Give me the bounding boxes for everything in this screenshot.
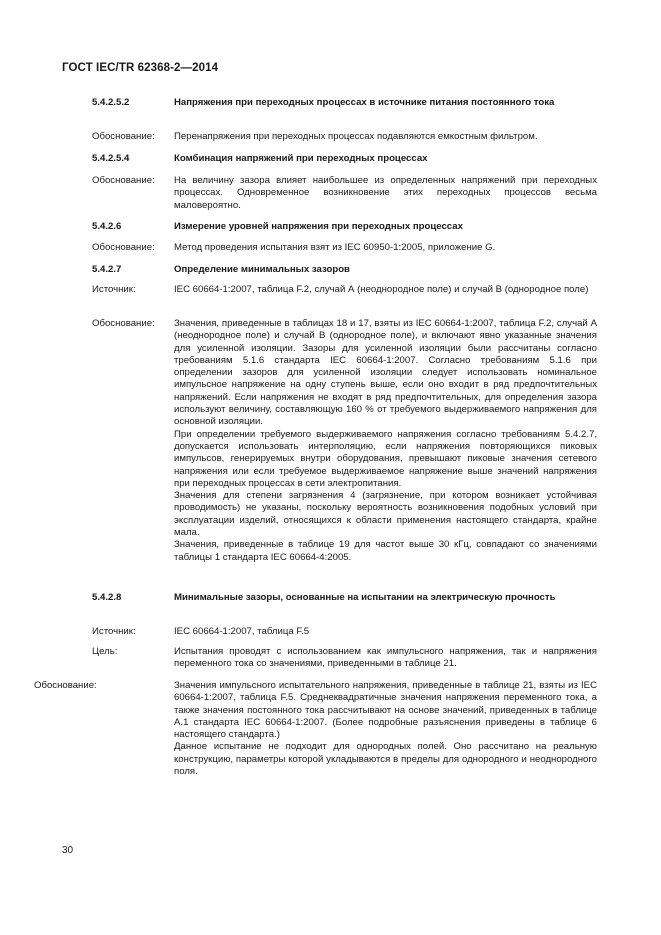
row-label: Источник:	[92, 284, 136, 295]
section-number: 5.4.2.5.4	[92, 153, 130, 164]
row-label: Обоснование:	[34, 680, 97, 691]
row-text	[174, 680, 597, 778]
row-text: IEC 60664-1:2007, таблица F.5	[174, 626, 310, 637]
section-title: Комбинация напряжений при переходных процессах	[174, 153, 428, 164]
paragraph: Значения, приведенные в таблицах 18 и 17, взяты из IEC 60664-1:2007, таблица F.2, случай А (неоднородное поле) и случай В (однородное поле), и включают явно указанные значения для усиленной изоляции. Зазоры для усиленной изоляции были рассчитаны согласно требованиям 5.1.6 стандарта IEC 60664-1:2007. Согласно требованиям 5.1.6 при определении зазоров для усиленной изоляции следует использовать номинальное импульсное напряжение на одну ступень выше, если оно входит в ряд предпочтительных напряжений. Если напряжения не входят в ряд предпочтительных, для определения зазора используют величину, составляющую 160 % от требуемого выдерживаемого напряжения для основной изоляции.	[174, 318, 597, 428]
row-label: Обоснование:	[92, 131, 155, 142]
paragraph: Значения, приведенные в таблице 19 для частот выше 30 кГц, совпадают со значениями таблицы 1 стандарта IEC 60664-4:2005.	[174, 539, 597, 563]
paragraph: Значения импульсного испытательного напряжения, приведенные в таблице 21, взяты из IEC 60664-1:2007, таблица F.5. Среднеквадратичные значения напряжения переменного тока, а также значения постоянного тока рассчитывают на основе значений, приведенных в таблице А.1 стандарта IEC 60664-1:2007. (Более подробные разъяснения приведены в таблице 6 настоящего стандарта.)	[174, 680, 597, 741]
paragraph: При определении требуемого выдерживаемого напряжения согласно требованиям 5.4.2.7, допускается использовать интерполяцию, если напряжения повторяющихся пиковых импульсов, генерируемых внутри оборудования, превышают пиковые значения сетевого напряжения или если требуемое выдерживаемое напряжение выше значений напряжения при переходных процессах в сети электропитания.	[174, 428, 597, 489]
row-label: Источник:	[92, 626, 136, 637]
paragraph: Значения для степени загрязнения 4 (загрязнение, при котором возникает устойчивая проводимость) не указаны, поскольку вероятность возникновения подобных условий при эксплуатации изделий, относящихся к области применения настоящего стандарта, крайне мала.	[174, 490, 597, 539]
row-label: Обоснование:	[92, 318, 155, 329]
section-number: 5.4.2.5.2	[92, 97, 130, 108]
section-title: Измерение уровней напряжения при переходных процессах	[174, 221, 463, 232]
row-text: На величину зазора влияет наибольшее из определенных напряжений при переходных процессах. Одновременное возникновение этих переходных процессов весьма маловероятно.	[174, 175, 597, 211]
row-text: Испытания проводят с использованием как импульсного напряжения, так и напряжения переменного тока со значениями, приведенными в таблице 21.	[174, 646, 597, 670]
row-label: Цель:	[92, 646, 118, 657]
section-title: Определение минимальных зазоров	[174, 264, 350, 275]
row-text	[174, 318, 597, 564]
row-label: Обоснование:	[92, 242, 155, 253]
section-title: Минимальные зазоры, основанные на испытании на электрическую прочность	[174, 592, 556, 603]
row-text: Перенапряжения при переходных процессах подавляются емкостным фильтром.	[174, 131, 538, 142]
row-label: Обоснование:	[92, 175, 155, 186]
section-title: Напряжения при переходных процессах в источнике питания постоянного тока	[174, 97, 555, 108]
section-number: 5.4.2.8	[92, 592, 122, 603]
document-header: ГОСТ IEC/TR 62368-2—2014	[62, 62, 219, 74]
row-text: IEC 60664-1:2007, таблица F.2, случай А (неоднородное поле) и случай В (однородное поле)	[174, 284, 589, 295]
paragraph: Данное испытание не подходит для однородных полей. Оно рассчитано на реальную конструкцию, параметры которой укладываются в пределы для однородного и неоднородного поля.	[174, 741, 597, 778]
row-text: Метод проведения испытания взят из IEC 60950-1:2005, приложение G.	[174, 242, 496, 253]
section-number: 5.4.2.7	[92, 264, 122, 275]
page-number: 30	[62, 845, 74, 856]
section-number: 5.4.2.6	[92, 221, 122, 232]
